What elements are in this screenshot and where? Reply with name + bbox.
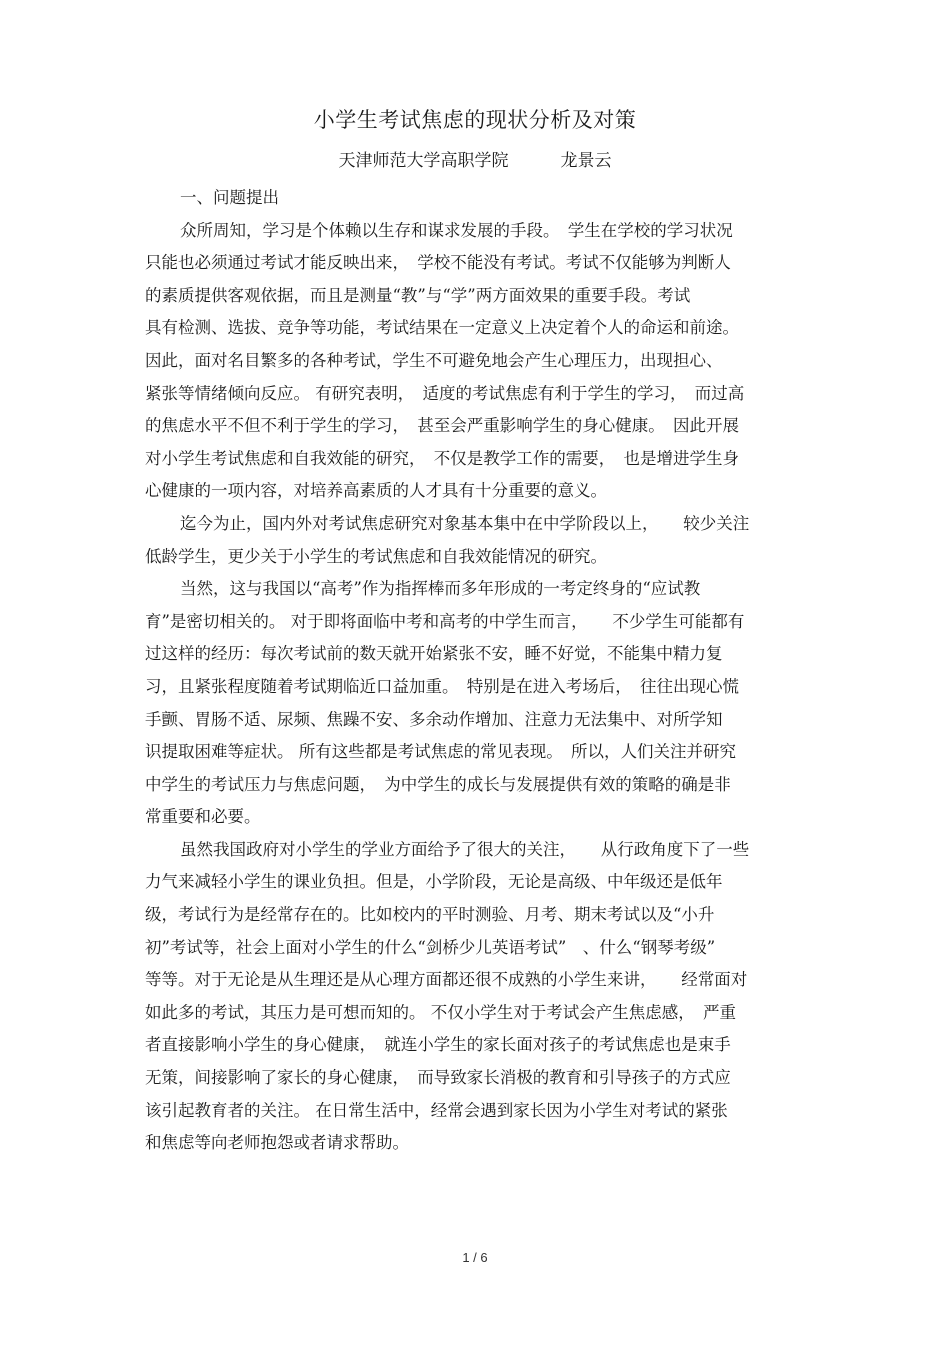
text-line: 和焦虑等向老师抱怨或者请求帮助。	[145, 1133, 409, 1153]
text-line: 初”考试等，社会上面对小学生的什么“剑桥少儿英语考试” 、什么“钢琴考级”	[145, 937, 716, 957]
text-line: 只能也必须通过考试才能反映出来， 学校不能没有考试。考试不仅能够为判断人	[145, 253, 731, 273]
text-line: 对小学生考试焦虑和自我效能的研究， 不仅是教学工作的需要， 也是增进学生身	[145, 448, 739, 468]
institution: 天津师范大学高职学院	[338, 151, 509, 171]
text-line: 中学生的考试压力与焦虑问题， 为中学生的成长与发展提供有效的策略的确是非	[145, 774, 731, 794]
byline	[0, 148, 950, 174]
author: 龙景云	[560, 151, 612, 171]
text-line: 手颤、胃肠不适、尿频、焦躁不安、多余动作增加、注意力无法集中、对所学知	[145, 709, 723, 729]
text-line: 心健康的一项内容，对培养高素质的人才具有十分重要的意义。	[145, 481, 607, 501]
text-line: 低龄学生，更少关于小学生的考试焦虑和自我效能情况的研究。	[145, 546, 607, 566]
text-line: 的素质提供客观依据，而且是测量“教”与“学”两方面效果的重要手段。考试	[145, 285, 691, 305]
text-line: 者直接影响小学生的身心健康， 就连小学生的家长面对孩子的考试焦虑也是束手	[145, 1035, 731, 1055]
text-line: 具有检测、选拔、竞争等功能，考试结果在一定意义上决定着个人的命运和前途。	[145, 318, 739, 338]
page-indicator: 1 / 6	[462, 1250, 488, 1265]
section-heading: 一、问题提出	[180, 188, 279, 207]
text-line: 众所周知，学习是个体赖以生存和谋求发展的手段。 学生在学校的学习状况	[180, 220, 733, 240]
text-line: 等等。对于无论是从生理还是从心理方面都还很不成熟的小学生来讲， 经常面对	[145, 970, 748, 990]
text-line: 迄今为止，国内外对考试焦虑研究对象基本集中在中学阶段以上， 较少关注	[180, 513, 750, 533]
text-line: 习，且紧张程度随着考试期临近口益加重。 特别是在进入考场后， 往往出现心慌	[145, 676, 739, 696]
text-line: 如此多的考试，其压力是可想而知的。 不仅小学生对于考试会产生焦虑感， 严重	[145, 1002, 736, 1022]
text-line: 当然，这与我国以“高考”作为指挥棒而多年形成的一考定终身的“应试教	[180, 579, 701, 599]
text-line: 的焦虑水平不但不利于学生的学习， 甚至会严重影响学生的身心健康。 因此开展	[145, 416, 739, 436]
text-line: 因此，面对名目繁多的各种考试，学生不可避免地会产生心理压力，出现担心、	[145, 350, 723, 370]
text-line: 育”是密切相关的。 对于即将面临中考和高考的中学生而言， 不少学生可能都有	[145, 611, 745, 631]
text-line: 紧张等情绪倾向反应。 有研究表明， 适度的考试焦虑有利于学生的学习， 而过高	[145, 383, 745, 403]
text-line: 无策，间接影响了家长的身心健康， 而导致家长消极的教育和引导孩子的方式应	[145, 1068, 731, 1088]
text-line: 该引起教育者的关注。 在日常生活中，经常会遇到家长因为小学生对考试的紧张	[145, 1100, 728, 1120]
text-line: 虽然我国政府对小学生的学业方面给予了很大的关注， 从行政角度下了一些	[180, 839, 750, 859]
text-line: 常重要和必要。	[145, 807, 261, 827]
document-body	[145, 182, 807, 1160]
text-line: 识提取困难等症状。 所有这些都是考试焦虑的常见表现。 所以，人们关注并研究	[145, 742, 736, 762]
text-line: 过这样的经历：每次考试前的数天就开始紧张不安，睡不好觉，不能集中精力复	[145, 644, 723, 664]
document-title: 小学生考试焦虑的现状分析及对策	[313, 108, 637, 132]
text-line: 力气来减轻小学生的课业负担。但是，小学阶段，无论是高级、中年级还是低年	[145, 872, 723, 892]
text-line: 级，考试行为是经常存在的。比如校内的平时测验、月考、期末考试以及“小升	[145, 905, 715, 925]
